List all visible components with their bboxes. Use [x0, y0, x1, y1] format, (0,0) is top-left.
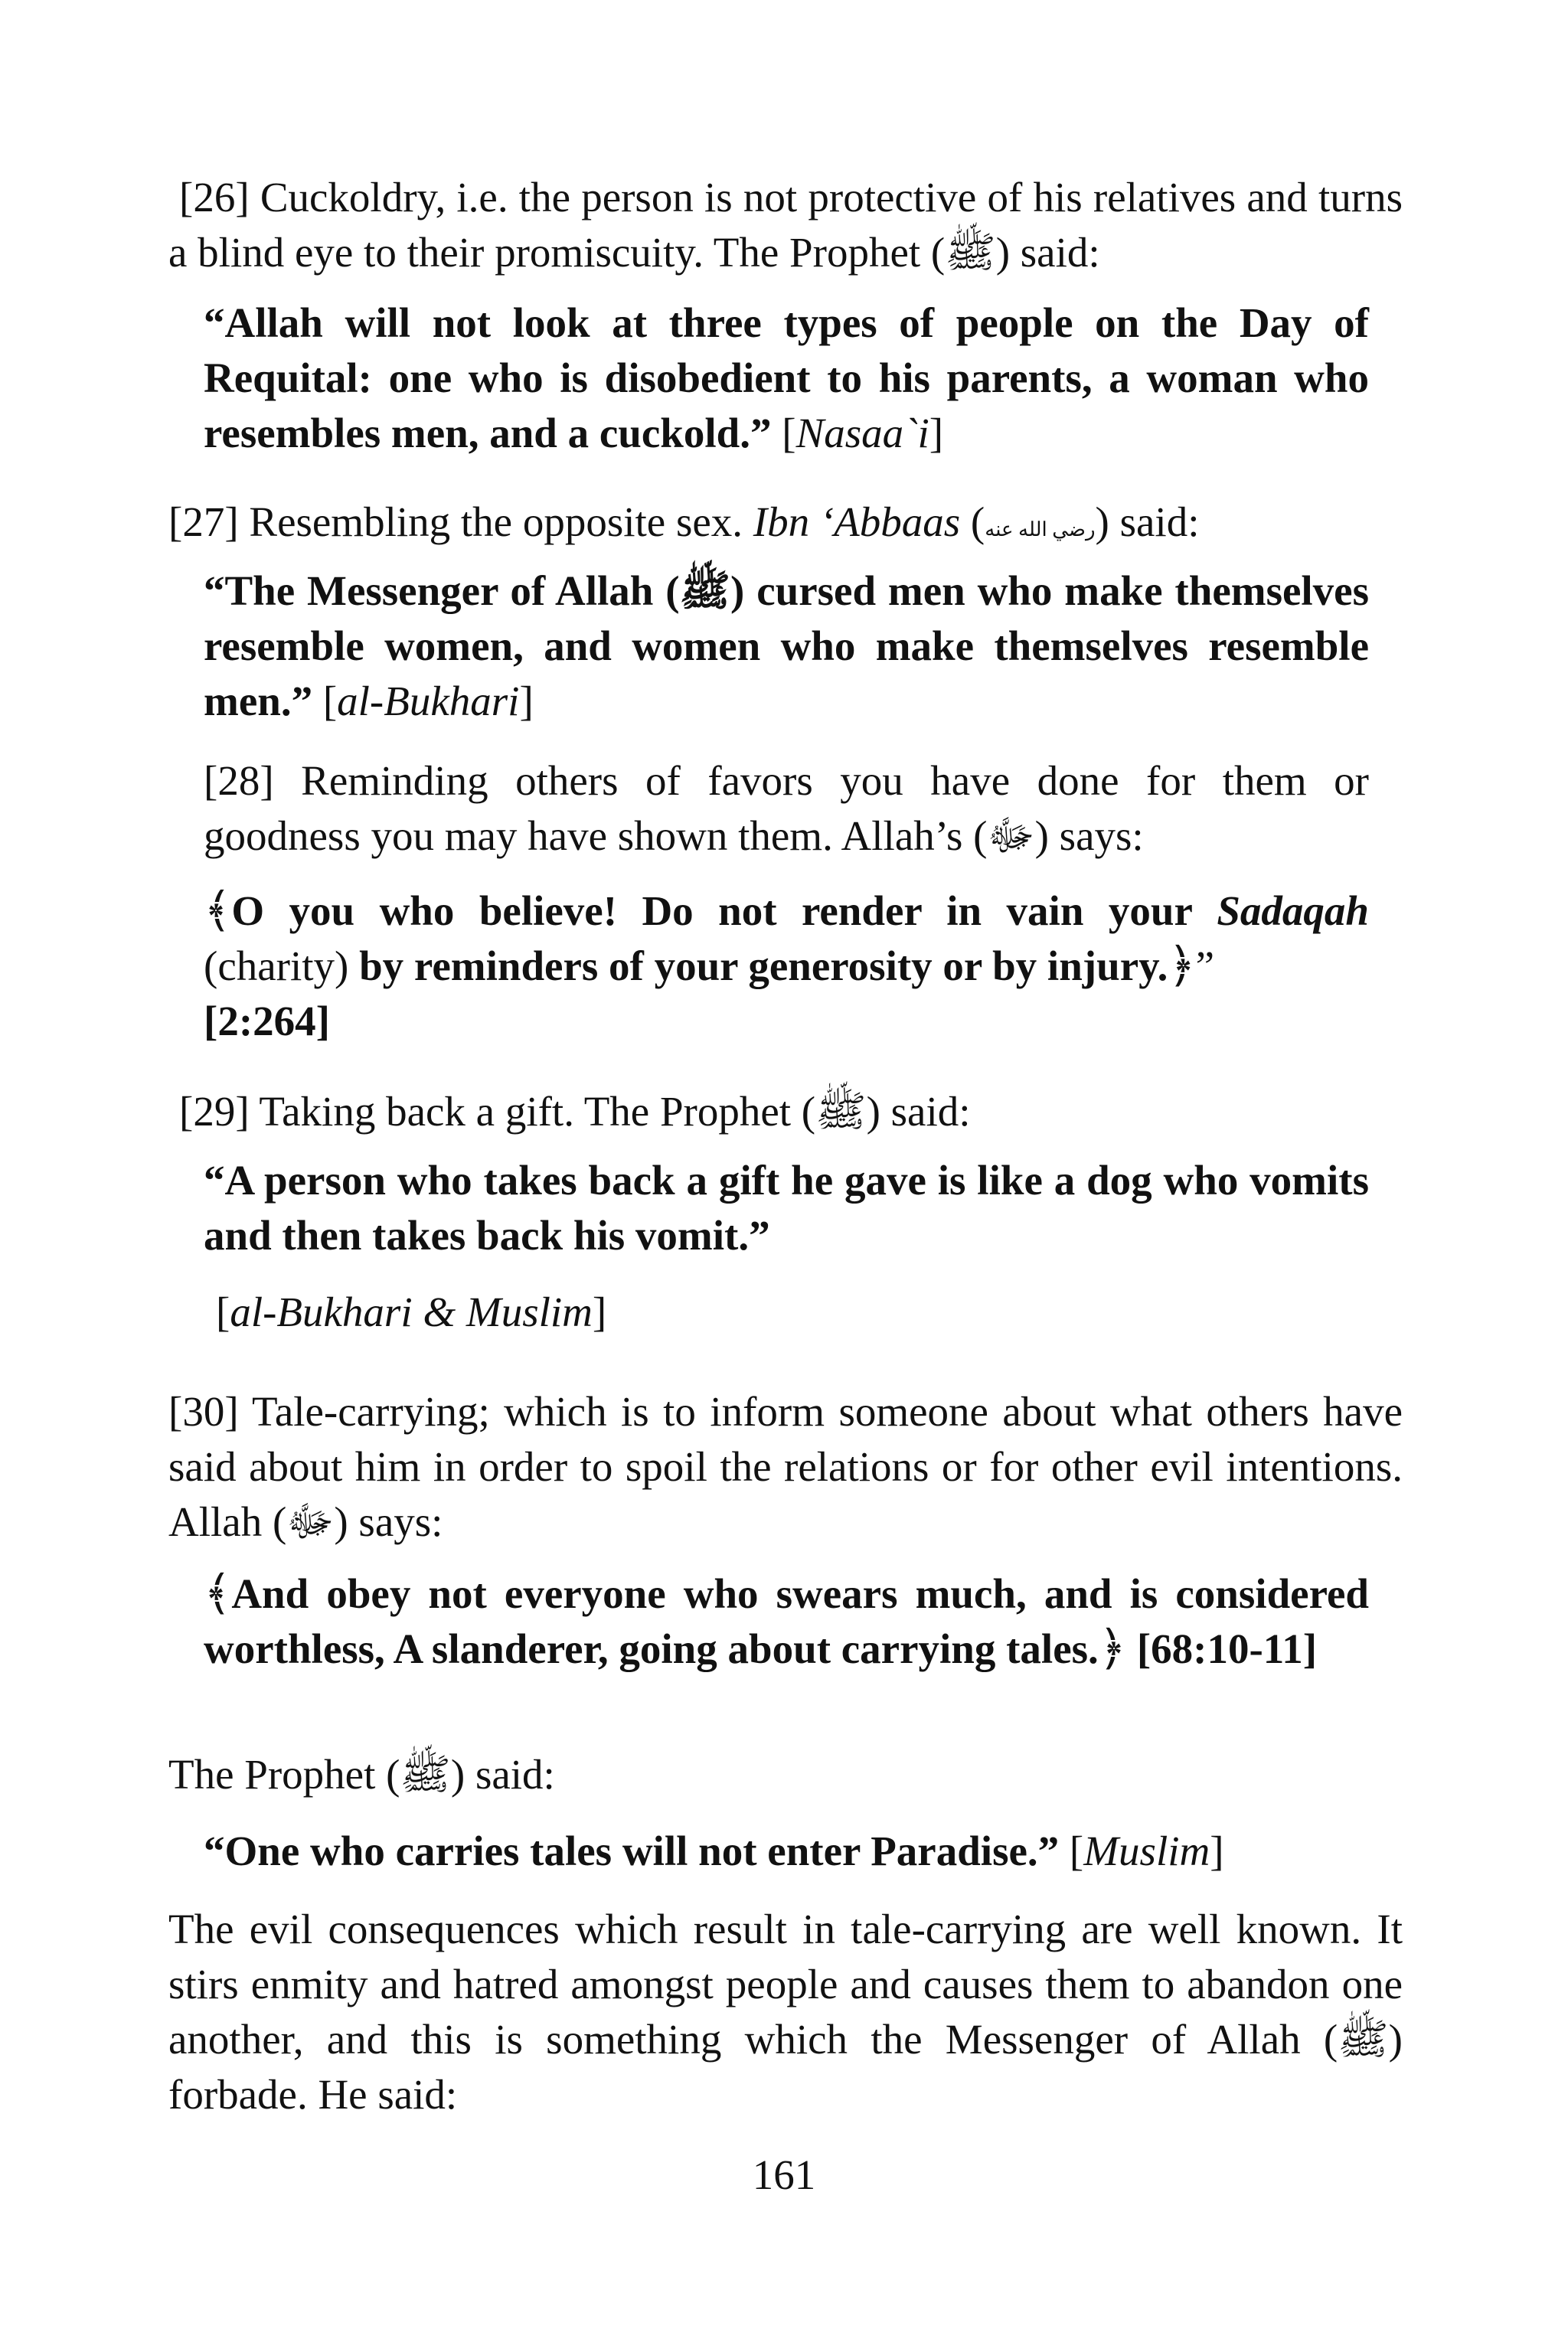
honorific-glyph: ﷺ: [400, 1751, 451, 1798]
citation: [Muslim]: [1069, 1828, 1224, 1874]
honorific-glyph: ﷺ: [679, 567, 731, 614]
paragraph-text: [26] Cuckoldry, i.e. the person is not protective of his relatives and turns a blind eye to their promiscuity. The Prophet (: [168, 174, 1403, 276]
verse-term: Sadaqah: [1217, 887, 1369, 934]
paragraph-text: The evil consequences which result in tale-carrying are well known. It stirs enmity and hatred amongst people and causes them to abandon one another, and this is something which the Messenger of Allah (: [168, 1906, 1403, 2063]
honorific-glyph: ﷺ: [1338, 2016, 1389, 2063]
hadith-quote-26: [204, 296, 1369, 461]
paragraph-text: ) said:: [450, 1751, 555, 1798]
quote-text: “The Messenger of Allah (: [204, 567, 680, 614]
citation-source: Muslim: [1083, 1828, 1210, 1874]
verse-text: O you who believe! Do not render in vain your: [231, 887, 1217, 934]
paragraph-text: (: [960, 498, 985, 545]
citation: [al-Bukhari]: [322, 678, 534, 724]
paragraph-text: The Prophet (: [168, 1751, 400, 1798]
paragraph-text: [27] Resembling the opposite sex.: [168, 498, 753, 545]
narrator-name: Ibn ‘Abbaas: [753, 498, 961, 545]
honorific-glyph: ﷺ: [945, 229, 996, 276]
quran-verse-68-10-11: [204, 1566, 1369, 1677]
honorific-glyph: ﷻ: [286, 1498, 335, 1545]
paragraph-text: ) forbade. He said:: [168, 2016, 1403, 2118]
ornate-bracket-open-icon: ﴾: [204, 1568, 232, 1620]
citation-source: Nasaa`i: [795, 410, 929, 456]
citation: [Nasaa`i]: [782, 410, 944, 456]
paragraph-text: ) said:: [1095, 498, 1200, 545]
paragraph-text: [28] Reminding others of favors you have done for them or goodness you may have shown them. Allah’s (: [204, 757, 1369, 859]
paragraph-text: ) says:: [334, 1498, 443, 1545]
quote-text: “Allah will not look at three types of people on the Day of Requital: one who is disobedient to his parents, a woman who resembles men, and a cuckold.”: [204, 299, 1369, 456]
honorific-glyph: ﷻ: [987, 812, 1035, 859]
page-number: 161: [752, 2151, 816, 2198]
paragraph-text: ) says:: [1034, 812, 1144, 859]
paragraph-text: [30] Tale-carrying; which is to inform someone about what others have said about him in order to spoil the relations or for other evil intentions. Allah (: [168, 1388, 1403, 1545]
verse-reference: [2:264]: [204, 998, 330, 1044]
ornate-bracket-close-icon: ﴿: [1168, 940, 1196, 992]
hadith-quote-29: [204, 1153, 1369, 1263]
hadith-quote-27: [204, 564, 1369, 729]
paragraph-28: [204, 753, 1369, 864]
paragraph-26: [168, 170, 1403, 280]
paragraph-text: [29] Taking back a gift. The Prophet (: [179, 1088, 816, 1135]
citation-source: al-Bukhari & Muslim: [230, 1289, 593, 1335]
quran-verse-2-264: [204, 884, 1369, 1049]
paragraph-prophet-said: [168, 1747, 1403, 1802]
paragraph-27: [168, 495, 1403, 557]
citation-29: [al-Bukhari & Muslim]: [216, 1289, 607, 1335]
quote-text: ) cursed men who make themselves resemble women, and women who make themselves resemble men.”: [204, 567, 1369, 724]
ornate-bracket-open-icon: ﴾: [204, 885, 232, 937]
verse-reference: [68:10-11]: [1126, 1625, 1318, 1672]
honorific-glyph: ﷺ: [815, 1088, 867, 1135]
hadith-quote-tale-carrier: [204, 1824, 1369, 1879]
citation-source: al-Bukhari: [337, 678, 520, 724]
paragraph-text: ) said:: [995, 229, 1100, 276]
quote-text: “One who carries tales will not enter Paradise.”: [204, 1828, 1060, 1874]
quote-text: “A person who takes back a gift he gave is like a dog who vomits and then takes back his vomit.”: [204, 1157, 1369, 1259]
paragraph-closing: [168, 1902, 1403, 2122]
paragraph-text: ) said:: [866, 1088, 971, 1135]
ornate-bracket-close-icon: ﴿: [1098, 1623, 1127, 1675]
paragraph-29: [179, 1084, 1413, 1139]
honorific-glyph: رضي الله عنه: [985, 518, 1096, 541]
verse-gloss: (charity): [204, 942, 360, 989]
verse-text: by reminders of your generosity or by injury.: [359, 942, 1168, 989]
paragraph-30: [168, 1384, 1403, 1550]
verse-text: And obey not everyone who swears much, and is considered worthless, A slanderer, going about carrying tales.: [204, 1570, 1369, 1672]
verse-text: ”: [1195, 942, 1215, 989]
